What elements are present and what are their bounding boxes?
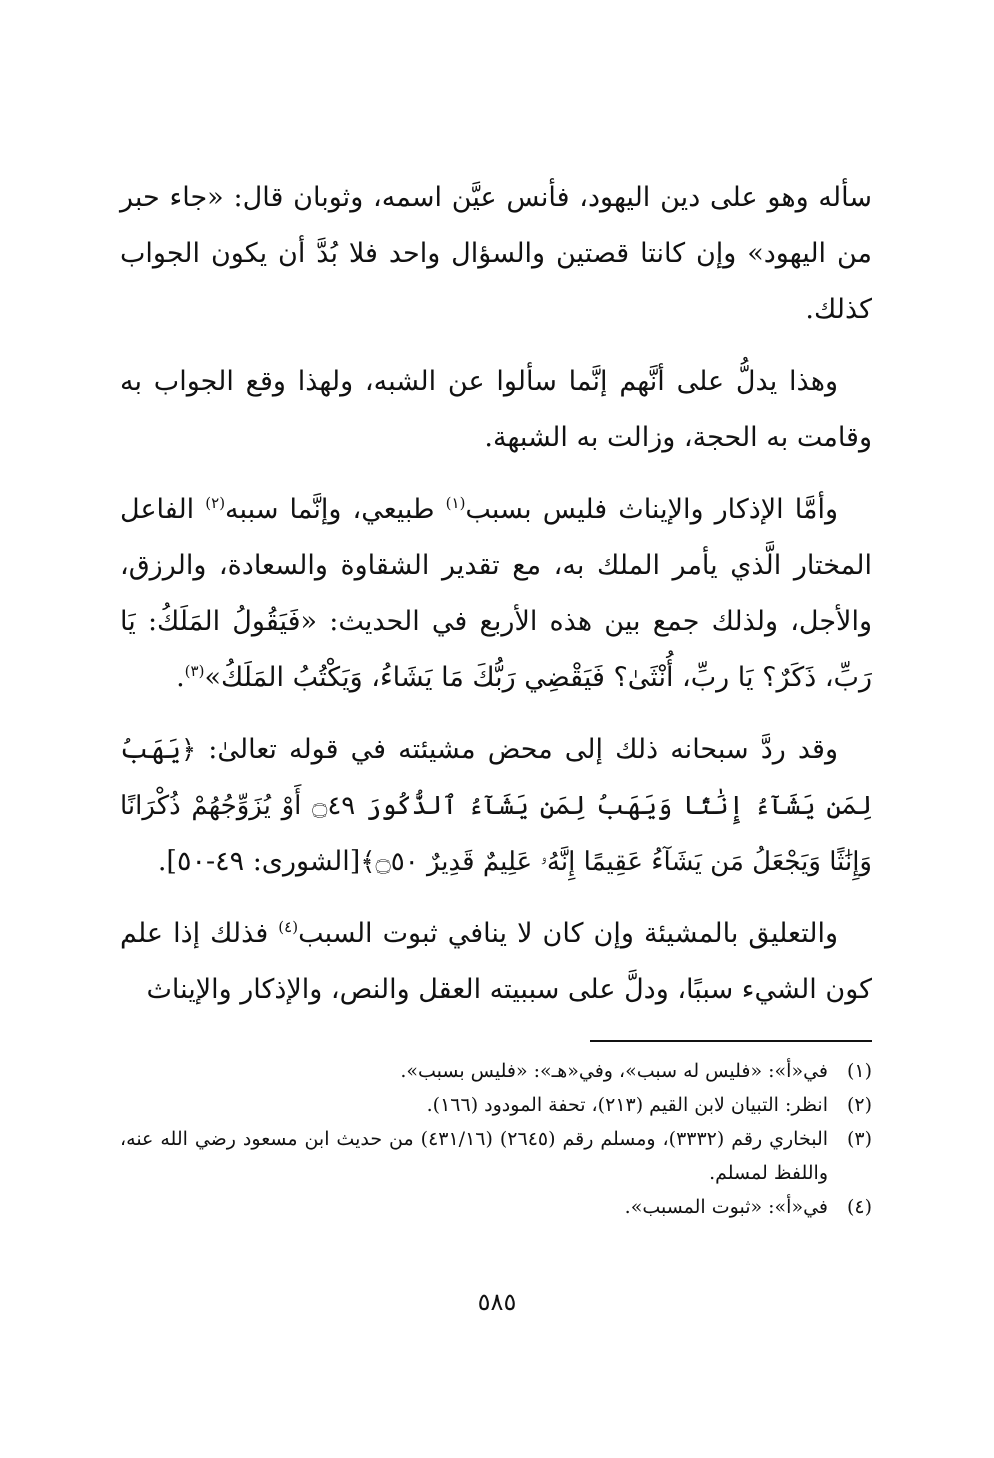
footnote-number: (٣) xyxy=(846,1128,872,1150)
paragraph-1 xyxy=(120,170,872,338)
page-number: ٥٨٥ xyxy=(477,1288,517,1316)
paragraph-5 xyxy=(120,906,872,1018)
paragraph-3-text-4: . xyxy=(176,662,185,693)
paragraph-2-text: وهذا يدلُّ على أنَّهم إنَّما سألوا عن الشبه، ولهذا وقع الجواب به وقامت به الحجة، وزالت به الشبهة. xyxy=(120,366,872,453)
footnotes xyxy=(120,1054,872,1224)
footnote-ref-4[interactable]: (٤) xyxy=(278,918,299,936)
footnote-text: البخاري رقم (٣٣٣٢)، ومسلم رقم (٢٦٤٥) (٤٣١/١٦) من حديث ابن مسعود رضي الله عنه، واللفظ لمسلم. xyxy=(120,1128,829,1184)
footnote-1 xyxy=(120,1054,872,1088)
verse-citation: [الشورى: ٤٩-٥٠]. xyxy=(157,846,361,877)
paragraph-3-text-2: طبيعي، وإنَّما سببه xyxy=(225,494,446,525)
paragraph-4-intro: وقد ردَّ سبحانه ذلك إلى محض مشيئته في قوله تعالىٰ: xyxy=(196,734,838,765)
paragraph-3-text-3: الفاعل المختار الَّذي يأمر الملك به، مع تقدير الشقاوة والسعادة، والرزق، والأجل، ولذلك جمع بين هذه الأربع في الحديث: «فَيَقُولُ المَلَكُ: يَا رَبِّ، ذَكَرٌ؟ يَا ربِّ، أُنْثَىٰ؟ فَيَقْضِي رَبُّكَ مَا يَشَاءُ، وَيَكْتُبُ المَلَكُ» xyxy=(120,494,872,693)
footnote-text: في«أ»: «فليس له سبب»، وفي«هـ»: «فليس بسبب». xyxy=(400,1060,828,1082)
footnote-number: (٤) xyxy=(846,1196,872,1218)
footnote-text: انظر: التبيان لابن القيم (٢١٣)، تحفة المودود (١٦٦). xyxy=(426,1094,828,1116)
footnote-ref-2[interactable]: (٢) xyxy=(205,494,226,512)
paragraph-5-text-2: فذلك إذا علم كون الشيء سببًا، ودلَّ على سببيته العقل والنص، والإذكار والإيناث xyxy=(120,918,872,1005)
paragraph-5-text-1: والتعليق بالمشيئة وإن كان لا ينافي ثبوت السبب xyxy=(298,918,838,949)
footnote-number: (١) xyxy=(846,1060,872,1082)
paragraph-3-text-1: وأمَّا الإذكار والإيناث فليس بسبب xyxy=(465,494,838,525)
footnote-ref-3[interactable]: (٣) xyxy=(184,662,205,680)
footnote-separator-wrap xyxy=(120,1040,872,1042)
footnote-text: في«أ»: «ثبوت المسبب». xyxy=(624,1196,828,1218)
footnote-separator xyxy=(590,1040,872,1042)
paragraph-2 xyxy=(120,354,872,466)
quran-verse: ﴿يَهَبُ لِمَن يَشَآءُ إِنَٰثًا وَيَهَبُ لِمَن يَشَآءُ ٱلذُّكُورَ ۝٤٩ أَوْ يُزَوِّجُهُمْ ذُكْرَانًا وَإِنَٰثًا وَيَجْعَلُ مَن يَشَآءُ عَقِيمًا إِنَّهُۥ عَلِيمٌ قَدِيرٌ ۝٥٠﴾ xyxy=(120,735,872,877)
page-content xyxy=(120,170,872,1224)
paragraph-4 xyxy=(120,722,872,890)
paragraph-3 xyxy=(120,482,872,706)
footnote-3 xyxy=(120,1122,872,1190)
footnote-ref-1[interactable]: (١) xyxy=(445,494,466,512)
footnote-4 xyxy=(120,1190,872,1224)
footnote-number: (٢) xyxy=(846,1094,872,1116)
paragraph-1-text: سأله وهو على دين اليهود، فأنس عيَّن اسمه، وثوبان قال: «جاء حبر من اليهود» وإن كانتا قصتين والسؤال واحد فلا بُدَّ أن يكون الجواب كذلك. xyxy=(120,182,872,325)
footnote-2 xyxy=(120,1088,872,1122)
